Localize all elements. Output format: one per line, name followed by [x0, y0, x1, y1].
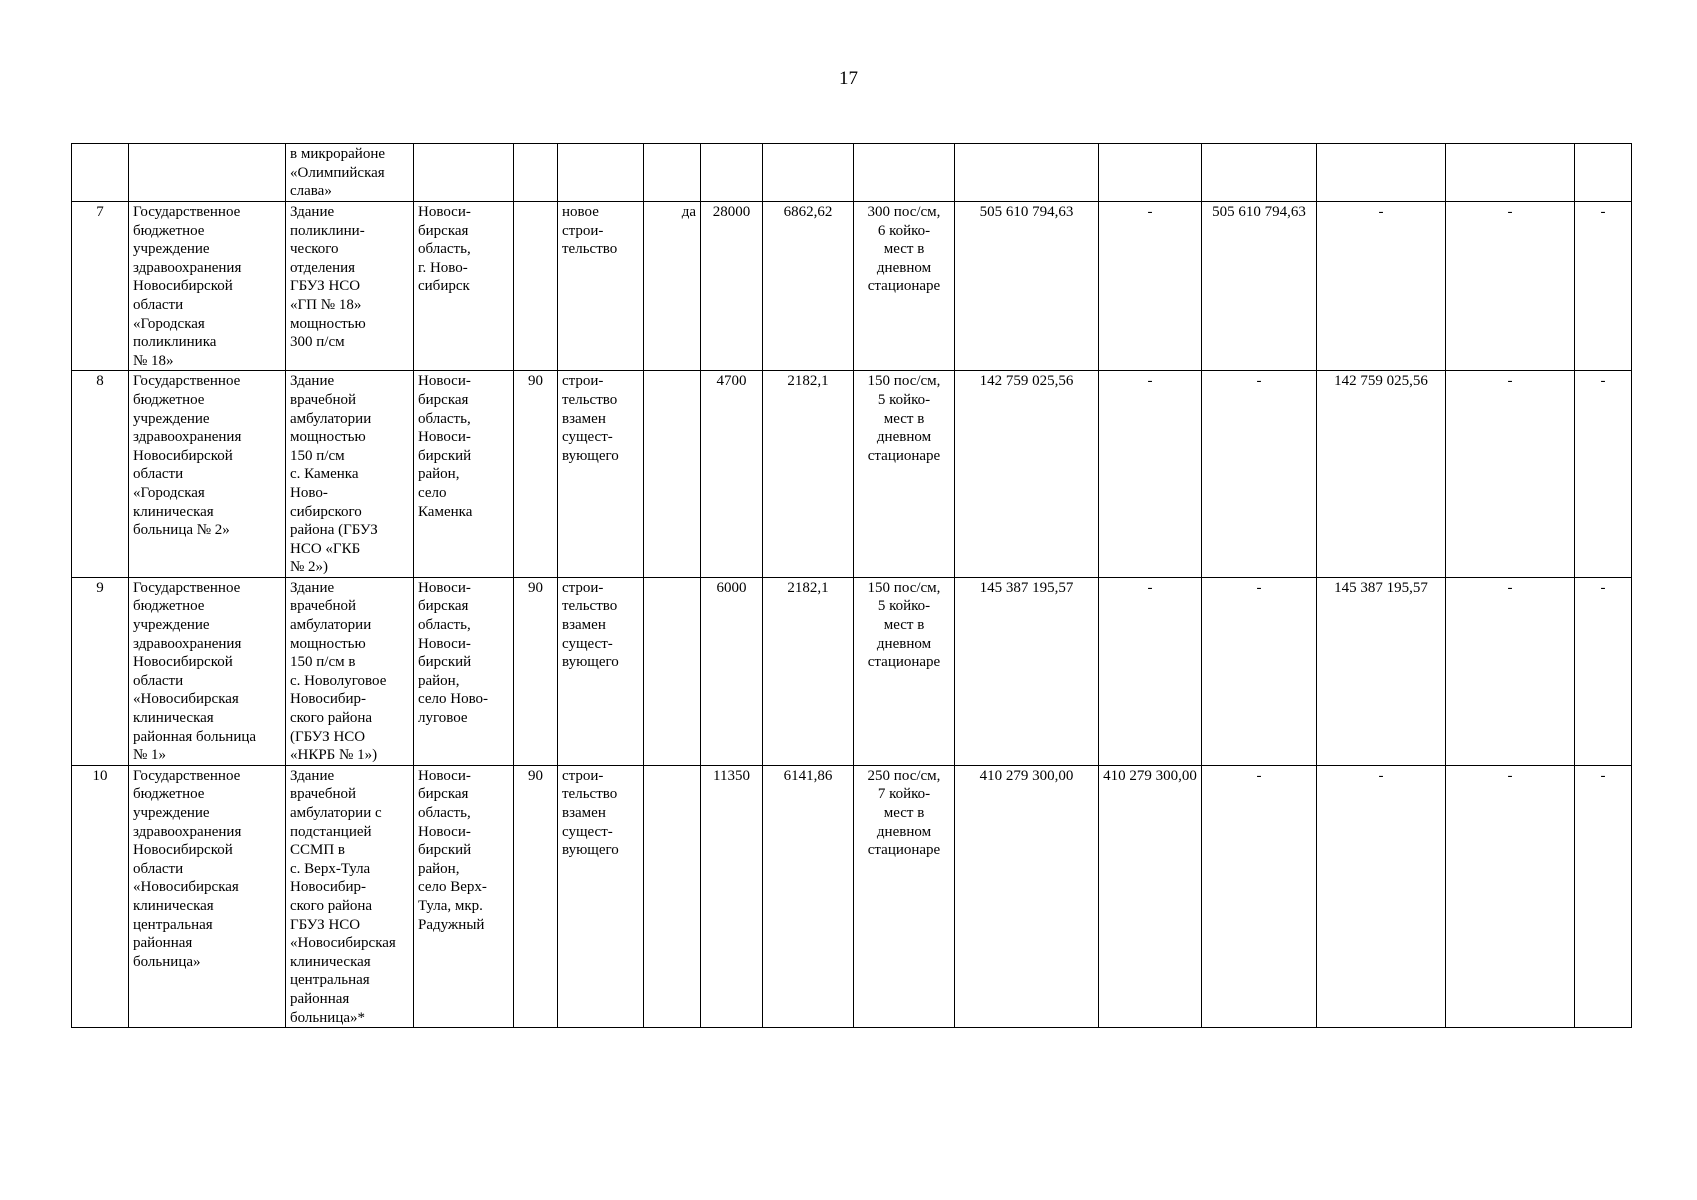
object-name: в микрорайоне «Олимпийская слава»: [286, 144, 414, 202]
year-1-cost: 410 279 300,00: [1099, 765, 1202, 1027]
row-number: [72, 144, 129, 202]
year-4-cost: [1446, 144, 1575, 202]
cell-col8: 6000: [701, 577, 763, 765]
cell-col9: 6141,86: [763, 765, 854, 1027]
year-1-cost: -: [1099, 577, 1202, 765]
cell-col9: 6862,62: [763, 202, 854, 371]
total-cost: 145 387 195,57: [955, 577, 1099, 765]
total-cost: 142 759 025,56: [955, 371, 1099, 578]
institution-name: Государственное бюджетное учреждение здравоохранения Новосибирской области «Новосибирская клиническая центральная районная больница»: [129, 765, 286, 1027]
year-5-cost: -: [1575, 371, 1632, 578]
total-cost: [955, 144, 1099, 202]
works-type: новое строи- тельство: [558, 202, 644, 371]
data-table: [71, 143, 1632, 1028]
total-cost: 410 279 300,00: [955, 765, 1099, 1027]
capacity: [854, 144, 955, 202]
year-3-cost: 145 387 195,57: [1317, 577, 1446, 765]
year-4-cost: -: [1446, 371, 1575, 578]
cell-col9: [763, 144, 854, 202]
year-3-cost: -: [1317, 765, 1446, 1027]
total-cost: 505 610 794,63: [955, 202, 1099, 371]
object-name: Здание врачебной амбулатории мощностью 150 п/см в с. Новолуговое Новосибир- ского района (ГБУЗ НСО «НКРБ № 1»): [286, 577, 414, 765]
year-2-cost: -: [1202, 371, 1317, 578]
year-5-cost: [1575, 144, 1632, 202]
year-2-cost: [1202, 144, 1317, 202]
institution-name: [129, 144, 286, 202]
table-row: [72, 202, 1632, 371]
year-1-cost: -: [1099, 371, 1202, 578]
year-5-cost: -: [1575, 577, 1632, 765]
cell-col9: 2182,1: [763, 371, 854, 578]
row-number: 8: [72, 371, 129, 578]
cell-col7: [644, 765, 701, 1027]
year-2-cost: 505 610 794,63: [1202, 202, 1317, 371]
works-type: [558, 144, 644, 202]
year-4-cost: -: [1446, 765, 1575, 1027]
object-location: [414, 144, 514, 202]
row-number: 9: [72, 577, 129, 765]
institution-name: Государственное бюджетное учреждение здравоохранения Новосибирской области «Новосибирская клиническая районная больница № 1»: [129, 577, 286, 765]
object-name: Здание врачебной амбулатории мощностью 150 п/см с. Каменка Ново- сибирского района (ГБУЗ НСО «ГКБ № 2»): [286, 371, 414, 578]
capacity: 250 пос/см, 7 койко- мест в дневном стационаре: [854, 765, 955, 1027]
works-type: строи- тельство взамен сущест- вующего: [558, 371, 644, 578]
year-4-cost: -: [1446, 202, 1575, 371]
capacity: 150 пос/см, 5 койко- мест в дневном стационаре: [854, 577, 955, 765]
cell-col7: [644, 144, 701, 202]
cell-col9: 2182,1: [763, 577, 854, 765]
cell-col7: да: [644, 202, 701, 371]
table-row: [72, 371, 1632, 578]
year-1-cost: [1099, 144, 1202, 202]
cell-col5: 90: [514, 577, 558, 765]
year-5-cost: -: [1575, 202, 1632, 371]
object-location: Новоси- бирская область, Новоси- бирский район, село Верх- Тула, мкр. Радужный: [414, 765, 514, 1027]
cell-col8: 11350: [701, 765, 763, 1027]
cell-col7: [644, 371, 701, 578]
cell-col5: [514, 144, 558, 202]
year-3-cost: -: [1317, 202, 1446, 371]
cell-col5: 90: [514, 371, 558, 578]
table-row: [72, 144, 1632, 202]
year-3-cost: 142 759 025,56: [1317, 371, 1446, 578]
object-name: Здание поликлини- ческого отделения ГБУЗ НСО «ГП № 18» мощностью 300 п/см: [286, 202, 414, 371]
object-location: Новоси- бирская область, г. Ново- сибирск: [414, 202, 514, 371]
works-type: строи- тельство взамен сущест- вующего: [558, 765, 644, 1027]
capacity: 300 пос/см, 6 койко- мест в дневном стационаре: [854, 202, 955, 371]
cell-col5: 90: [514, 765, 558, 1027]
works-type: строи- тельство взамен сущест- вующего: [558, 577, 644, 765]
year-4-cost: -: [1446, 577, 1575, 765]
object-name: Здание врачебной амбулатории с подстанцией ССМП в с. Верх-Тула Новосибир- ского района ГБУЗ НСО «Новосибирская клиническая центральная районная больница»*: [286, 765, 414, 1027]
institution-name: Государственное бюджетное учреждение здравоохранения Новосибирской области «Городская клиническая больница № 2»: [129, 371, 286, 578]
cell-col7: [644, 577, 701, 765]
table-row: [72, 577, 1632, 765]
row-number: 7: [72, 202, 129, 371]
cell-col5: [514, 202, 558, 371]
table-row: [72, 765, 1632, 1027]
institution-name: Государственное бюджетное учреждение здравоохранения Новосибирской области «Городская поликлиника № 18»: [129, 202, 286, 371]
capacity: 150 пос/см, 5 койко- мест в дневном стационаре: [854, 371, 955, 578]
cell-col8: [701, 144, 763, 202]
row-number: 10: [72, 765, 129, 1027]
year-2-cost: -: [1202, 765, 1317, 1027]
year-3-cost: [1317, 144, 1446, 202]
year-2-cost: -: [1202, 577, 1317, 765]
cell-col8: 4700: [701, 371, 763, 578]
page-number: 17: [839, 68, 858, 89]
year-5-cost: -: [1575, 765, 1632, 1027]
object-location: Новоси- бирская область, Новоси- бирский район, село Ново- луговое: [414, 577, 514, 765]
cell-col8: 28000: [701, 202, 763, 371]
year-1-cost: -: [1099, 202, 1202, 371]
object-location: Новоси- бирская область, Новоси- бирский район, село Каменка: [414, 371, 514, 578]
